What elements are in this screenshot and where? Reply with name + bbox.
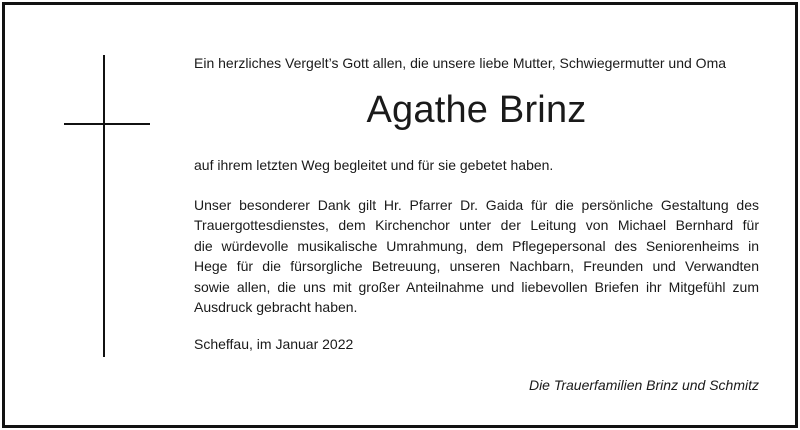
notice-frame xyxy=(2,2,798,428)
place-date: Scheffau, im Januar 2022 xyxy=(194,336,354,352)
cross-vertical-bar xyxy=(103,55,105,357)
thanks-line: Ausdruck gebracht haben. xyxy=(194,299,358,316)
thanks-line: sowie allen, die uns mit großer Anteilnahme und liebevollen Briefen ihr Mitgefühl zum xyxy=(194,278,759,295)
deceased-name: Agathe Brinz xyxy=(366,89,587,131)
thanks-line: die würdevolle musikalische Umrahmung, dem Pflegepersonal des Seniorenheims in xyxy=(194,237,759,254)
thanks-paragraph xyxy=(194,195,759,317)
signature: Die Trauerfamilien Brinz und Schmitz xyxy=(528,377,759,393)
cross-horizontal-bar xyxy=(64,123,150,125)
thanks-line: Trauergottesdienstes, dem Kirchenchor unter der Leitung von Michael Bernhard für xyxy=(194,217,759,234)
intro-text: Ein herzliches Vergelt’s Gott allen, die unsere liebe Mutter, Schwiegermutter und Oma xyxy=(194,55,727,71)
accompaniment-text: auf ihrem letzten Weg begleitet und für sie gebetet haben. xyxy=(194,157,554,173)
thanks-line: Unser besonderer Dank gilt Hr. Pfarrer Dr. Gaida für die persönliche Gestaltung des xyxy=(194,197,759,213)
thanks-line: Hege für die fürsorgliche Betreuung, unseren Nachbarn, Freunden und Verwandten xyxy=(194,258,759,275)
